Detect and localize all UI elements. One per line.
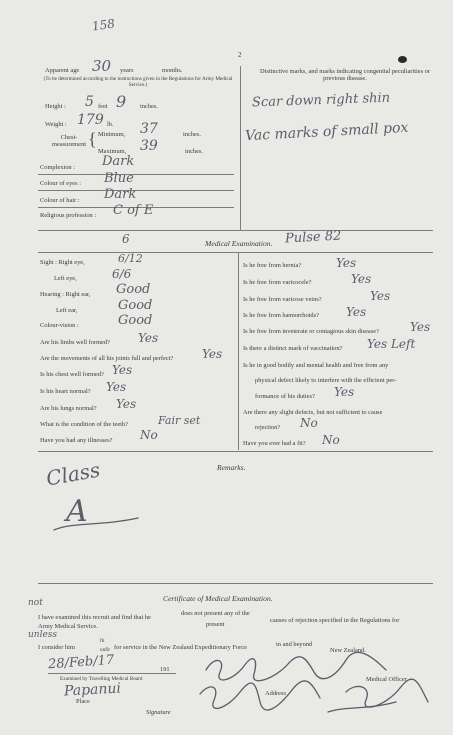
teeth-value: Fair set <box>158 414 201 427</box>
hearing-left-label: Left ear, <box>56 307 78 314</box>
section-rule <box>38 583 433 584</box>
limbs-label: Are his limbs well formed? <box>40 339 110 346</box>
medical-officer-label: Medical Officer. <box>366 676 409 683</box>
feet-label: feet <box>98 103 108 110</box>
religion-label: Religious profession : <box>40 212 97 219</box>
medical-title: Medical Examination. <box>205 239 273 248</box>
marks-line-2: Vac marks of small pox <box>244 119 409 145</box>
weight-label: Weight : <box>45 121 67 128</box>
height-inches: 9 <box>116 92 127 111</box>
age-value: 30 <box>92 57 112 75</box>
hearing-right-label: Hearing : Right ear, <box>40 291 91 298</box>
class-underline-mark <box>52 512 142 537</box>
health-label-line-2: physical defect likely to interfere with the efficient per- <box>255 377 397 384</box>
cert-line-1c: causes of rejection specified in the Regulations for <box>270 617 400 624</box>
remarks-title: Remarks. <box>217 463 246 472</box>
skin-value: Yes <box>410 320 431 334</box>
margin-note-1: not <box>28 598 43 608</box>
inches-label: inches. <box>140 103 158 110</box>
skin-label: Is he free from inveterate or contagious skin disease? <box>243 328 379 335</box>
class-grade: A <box>66 494 88 529</box>
ink-blot <box>398 56 407 63</box>
health-label-line-1: Is he in good bodily and mental health and free from any <box>243 362 389 369</box>
chest-max-value: 39 <box>140 138 158 154</box>
place-value: Papanui <box>63 680 122 700</box>
hernia-label: Is he free from hernia? <box>243 262 302 269</box>
section-rule <box>38 230 433 231</box>
joints-label: Are the movements of all his joints full and perfect? <box>40 355 174 362</box>
marks-line-1: Scar down right shin <box>251 90 391 111</box>
marks-title: Distinctive marks, and marks indicating congenital peculiarities or previous disease. <box>259 68 430 82</box>
health-value: Yes <box>334 385 355 399</box>
haemorrhoids-value: Yes <box>346 305 367 319</box>
limbs-value: Yes <box>138 331 159 345</box>
cert-line-3b: fit <box>100 638 105 644</box>
section-rule <box>38 252 433 253</box>
date-value: 28/Feb/17 <box>47 652 115 673</box>
page-edge <box>453 0 461 740</box>
height-label: Height : <box>45 103 66 110</box>
complexion-label: Complexion : <box>40 164 75 171</box>
haemorrhoids-label: Is he free from hæmorrhoids? <box>243 312 319 319</box>
health-label-line-3: formance of his duties? <box>255 393 315 400</box>
chest-formed-label: Is his chest well formed? <box>40 371 104 378</box>
cert-line-3c: for service in the New Zealand Expeditionary Force <box>114 644 247 651</box>
varicocele-label: Is he free from varicocele? <box>243 279 312 286</box>
sight-right-value: 6/12 <box>118 252 143 265</box>
colour-vision-value: Good <box>118 313 153 328</box>
chest-min-label: Minimum, <box>98 131 126 138</box>
vaccination-value: Yes Left <box>367 337 416 351</box>
heart-value: Yes <box>106 380 127 394</box>
heart-label: Is his heart normal? <box>40 388 91 395</box>
teeth-label: What is the condition of the teeth? <box>40 421 129 428</box>
complexion-value: Dark <box>102 154 135 169</box>
hearing-right-value: Good <box>116 282 151 297</box>
sight-left-label: Left eye, <box>54 275 77 282</box>
cert-line-1b: does not present any of the <box>181 610 250 617</box>
date-year: 191 <box>160 666 170 673</box>
chest-max-unit: inches. <box>185 148 203 155</box>
address-label: Address <box>265 690 286 697</box>
class-text: Class <box>44 457 102 491</box>
months-label: months. <box>162 67 183 74</box>
medical-officer-signatures <box>196 652 436 722</box>
illness-value: No <box>140 428 158 442</box>
hair-value: Dark <box>104 187 137 202</box>
colour-vision-label: Colour-vision : <box>40 322 79 329</box>
chest-min-value: 37 <box>140 121 158 137</box>
chest-max-label: Maximum, <box>98 148 127 155</box>
column-divider <box>240 66 241 230</box>
hernia-value: Yes <box>336 256 357 270</box>
cert-line-3d: in and beyond <box>276 641 313 648</box>
defects-label-line-1: Are there any slight defects, but not sufficient to cause <box>243 409 383 416</box>
varicocele-value: Yes <box>351 272 372 286</box>
religion-value: C of E <box>113 203 154 218</box>
hearing-left-value: Good <box>118 298 153 313</box>
eyes-value: Blue <box>104 171 134 186</box>
joints-value: Yes <box>202 347 223 361</box>
cert-line-2b: present <box>206 621 225 628</box>
section-rule <box>38 451 433 452</box>
vaccination-label: Is there a distinct mark of vaccination? <box>243 345 343 352</box>
age-note: (To be determined according to the instructions given in the Regulations for Army Medical Service.) <box>43 76 233 88</box>
fits-label: Have you ever had a fit? <box>243 440 306 447</box>
date-rule <box>48 673 176 674</box>
chest-min-unit: inches. <box>183 131 201 138</box>
defects-value: No <box>300 416 318 430</box>
hair-label: Colour of hair : <box>40 197 80 204</box>
column-divider <box>238 252 239 450</box>
illness-label: Have you had any illnesses? <box>40 437 113 444</box>
age-label: Apparent age <box>45 67 80 74</box>
pulse-value: Pulse 82 <box>284 228 342 247</box>
years-label: years <box>120 67 134 74</box>
chest-label: Chest-measurement <box>52 134 87 148</box>
sight-right-label: Sight : Right eye, <box>40 259 85 266</box>
height-feet: 5 <box>85 94 94 110</box>
eyes-label: Colour of eyes : <box>40 180 81 187</box>
rule <box>38 174 234 175</box>
weight-value: 179 <box>77 112 104 128</box>
cert-line-2a: Army Medical Service. <box>38 623 98 630</box>
chest-formed-value: Yes <box>112 363 133 377</box>
weight-unit: lb. <box>107 121 114 128</box>
place-label: Examined by Travelling Medical Board <box>60 676 143 682</box>
chest-brace: { <box>88 129 97 149</box>
sight-right-top-value: 6 <box>122 232 130 246</box>
varicose-label: Is he free from varicose veins? <box>243 296 322 303</box>
page-number: 2 <box>238 51 242 59</box>
signatures-label: Signature <box>146 709 171 716</box>
unfit-label: unfit <box>100 647 110 653</box>
fits-value: No <box>322 433 340 447</box>
margin-note-2: unless <box>28 630 58 640</box>
lungs-value: Yes <box>116 397 137 411</box>
place-caption: Place <box>76 698 90 705</box>
sight-left-value: 6/6 <box>112 267 132 281</box>
certificate-title: Certificate of Medical Examination. <box>163 594 273 603</box>
varicose-value: Yes <box>370 289 391 303</box>
lungs-label: Are his lungs normal? <box>40 405 97 412</box>
cert-line-3a: I consider him <box>38 644 75 651</box>
cert-line-1a: I have examined this recruit and find that he <box>38 614 151 621</box>
defects-label-line-2: rejection? <box>255 424 281 431</box>
cert-line-3e: New Zealand. <box>330 647 366 654</box>
corner-number: 158 <box>91 16 116 34</box>
